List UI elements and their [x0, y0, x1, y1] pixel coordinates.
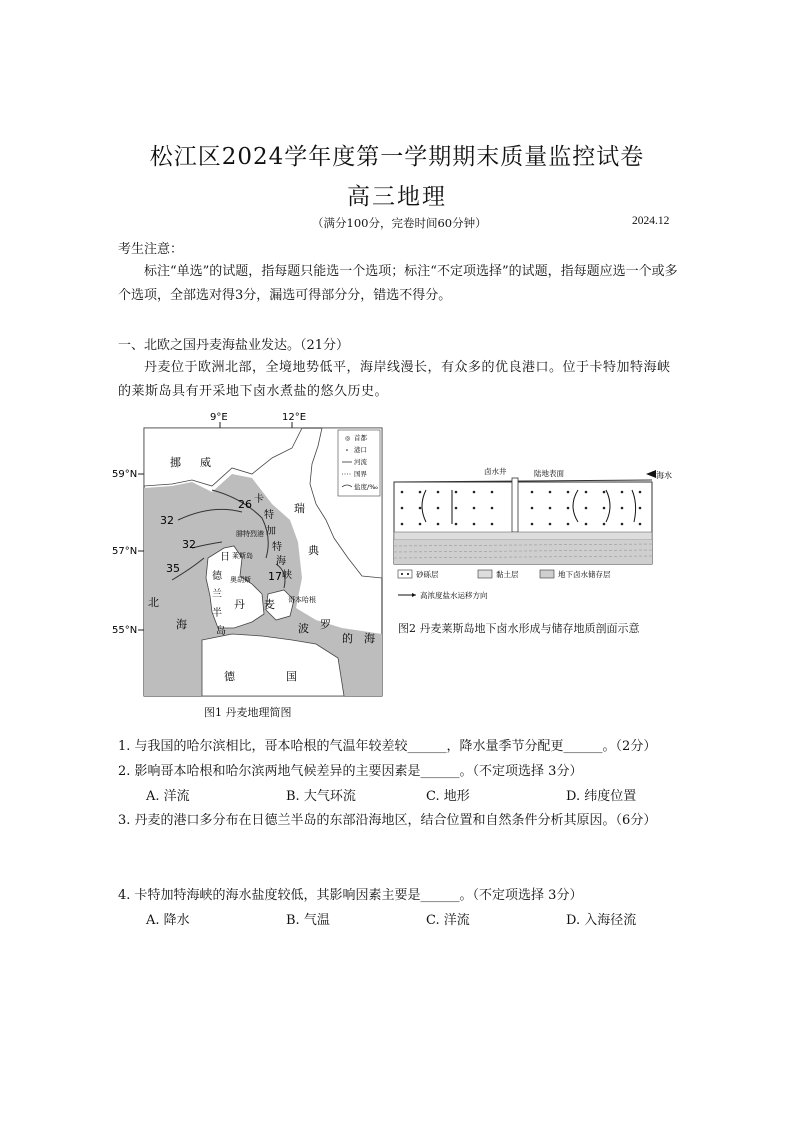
- page-title: 松江区2024学年度第一学期期末质量监控试卷: [149, 144, 645, 170]
- label-sweden-2: 典: [308, 544, 319, 557]
- label-northsea-1: 北: [148, 596, 159, 609]
- label-aarhus: 奥胡斯: [230, 576, 251, 584]
- label-kattegat-2: 特: [264, 510, 274, 521]
- label-jutland-3: 兰: [212, 589, 222, 600]
- question-4-text: 卡特加特海峡的海水盐度较低，其影响因素主要是______。（不定项选择 3分）: [134, 888, 583, 903]
- label-kattegat-1: 卡: [254, 494, 264, 505]
- lon-label-12e: 12°E: [282, 412, 307, 423]
- question-4: [118, 884, 582, 903]
- q4-option-b: B. 气温: [286, 913, 330, 928]
- label-germany-2: 国: [286, 670, 297, 683]
- exam-meta: （满分100分，完卷时间60分钟）: [312, 216, 487, 230]
- label-denmark-1: 丹: [234, 598, 245, 611]
- page-subtitle: 高三地理: [347, 184, 447, 210]
- lat-label-55n: 55°N: [112, 625, 138, 636]
- label-kattegat-4: 特: [272, 542, 282, 553]
- label-kattegat-5: 海: [276, 556, 286, 567]
- question-3-num: 3.: [118, 813, 131, 828]
- label-germany-1: 德: [224, 670, 235, 683]
- question-3-text: 丹麦的港口多分布在日德兰半岛的东部沿海地区，结合位置和自然条件分析其原因。（6分）: [134, 813, 657, 828]
- label-norway-2: 威: [200, 456, 211, 469]
- question-2-text: 影响哥本哈根和哈尔滨两地气候差异的主要因素是______。（不定项选择 3分）: [134, 764, 583, 779]
- label-baltic-1: 波: [298, 622, 309, 635]
- legend-flow-direction: 高浓度盐水运移方向: [420, 591, 488, 600]
- legend-port: 港口: [354, 446, 367, 454]
- legend-sand: 砂砾层: [416, 570, 439, 579]
- section-intro: 丹麦位于欧洲北部，全境地势低平，海岸线漫长，有众多的优良港口。位于卡特加特海峡的莱斯岛具有开采地下卤水煮盐的悠久历史。: [118, 360, 671, 399]
- label-brine-well: 卤水井: [484, 467, 507, 476]
- label-kattegat-6: 峡: [282, 570, 292, 581]
- q4-option-d: D. 入海径流: [566, 913, 637, 928]
- section-heading: 一、北欧之国丹麦海盐业发达。（21分）: [118, 338, 350, 353]
- legend-border: 国界: [354, 470, 367, 478]
- label-laeso: 莱斯岛: [232, 552, 253, 560]
- salinity-32b: 32: [182, 538, 196, 551]
- question-3: [118, 809, 656, 828]
- label-kattegat-3: 加: [266, 526, 276, 537]
- label-land-surface: 陆地表面: [534, 469, 564, 478]
- exam-date: 2024.12: [632, 215, 670, 227]
- label-baltic-2: 罗: [320, 618, 331, 631]
- figure2-caption: 图2 丹麦莱斯岛地下卤水形成与储存地质剖面示意: [398, 622, 640, 635]
- label-jutland-1: 日: [220, 552, 230, 563]
- label-copenhagen: 哥本哈根: [288, 596, 316, 604]
- lat-label-59n: 59°N: [112, 469, 138, 480]
- q4-option-c: C. 洋流: [426, 913, 470, 928]
- notice-text: 标注“单选”的试题，指每题只能选一个选项；标注“不定项选择”的试题，指每题应选一个或多个选项，全部选对得3分，漏选可得部分分，错选不得分。: [118, 264, 678, 303]
- svg-text:◎: ◎: [345, 435, 351, 442]
- geology-section: [392, 460, 682, 610]
- notice-heading: 考生注意：: [118, 242, 184, 257]
- q2-option-d: D. 纬度位置: [566, 789, 637, 804]
- lon-label-9e: 9°E: [210, 412, 228, 423]
- legend-brine-layer: 地下卤水储存层: [558, 570, 611, 579]
- salinity-26: 26: [238, 498, 252, 511]
- label-frederikshavn: 腓特烈港: [236, 530, 264, 538]
- question-1-num: 1.: [118, 739, 131, 754]
- label-denmark-2: 麦: [264, 598, 275, 611]
- legend-capital: 首都: [354, 434, 367, 442]
- label-baltic-3: 的: [342, 632, 353, 645]
- label-baltic-4: 海: [364, 632, 375, 645]
- salinity-35: 35: [166, 562, 180, 575]
- label-jutland-4: 半: [212, 608, 222, 619]
- q2-option-a: A. 洋流: [146, 789, 190, 804]
- salinity-32a: 32: [160, 514, 174, 527]
- label-northsea-2: 海: [176, 618, 187, 631]
- salinity-17: 17: [268, 570, 282, 583]
- label-sweden-1: 瑞: [294, 502, 305, 515]
- question-2: [118, 760, 582, 779]
- svg-text:∘: ∘: [345, 447, 349, 454]
- legend-clay: 黏土层: [496, 570, 519, 579]
- denmark-map: [112, 408, 394, 726]
- label-seawater: 海水: [656, 471, 672, 480]
- question-1: [118, 735, 656, 754]
- lat-label-57n: 57°N: [112, 546, 138, 557]
- legend-river: 河流: [354, 458, 367, 466]
- question-1-text: 与我国的哈尔滨相比，哥本哈根的气温年较差较______，降水量季节分配更______。（2分）: [134, 739, 657, 754]
- q4-option-a: A. 降水: [146, 913, 190, 928]
- label-jutland-5: 岛: [216, 626, 226, 637]
- q2-option-b: B. 大气环流: [286, 789, 356, 804]
- question-4-num: 4.: [118, 888, 131, 903]
- q2-option-c: C. 地形: [426, 789, 470, 804]
- label-jutland-2: 德: [212, 571, 222, 582]
- label-norway-1: 挪: [170, 456, 181, 469]
- sea-arrow-icon: [646, 470, 656, 478]
- legend-salinity: 盐度/‰: [354, 483, 378, 491]
- figure1-caption: 图1 丹麦地理简图: [204, 706, 292, 719]
- question-2-num: 2.: [118, 764, 131, 779]
